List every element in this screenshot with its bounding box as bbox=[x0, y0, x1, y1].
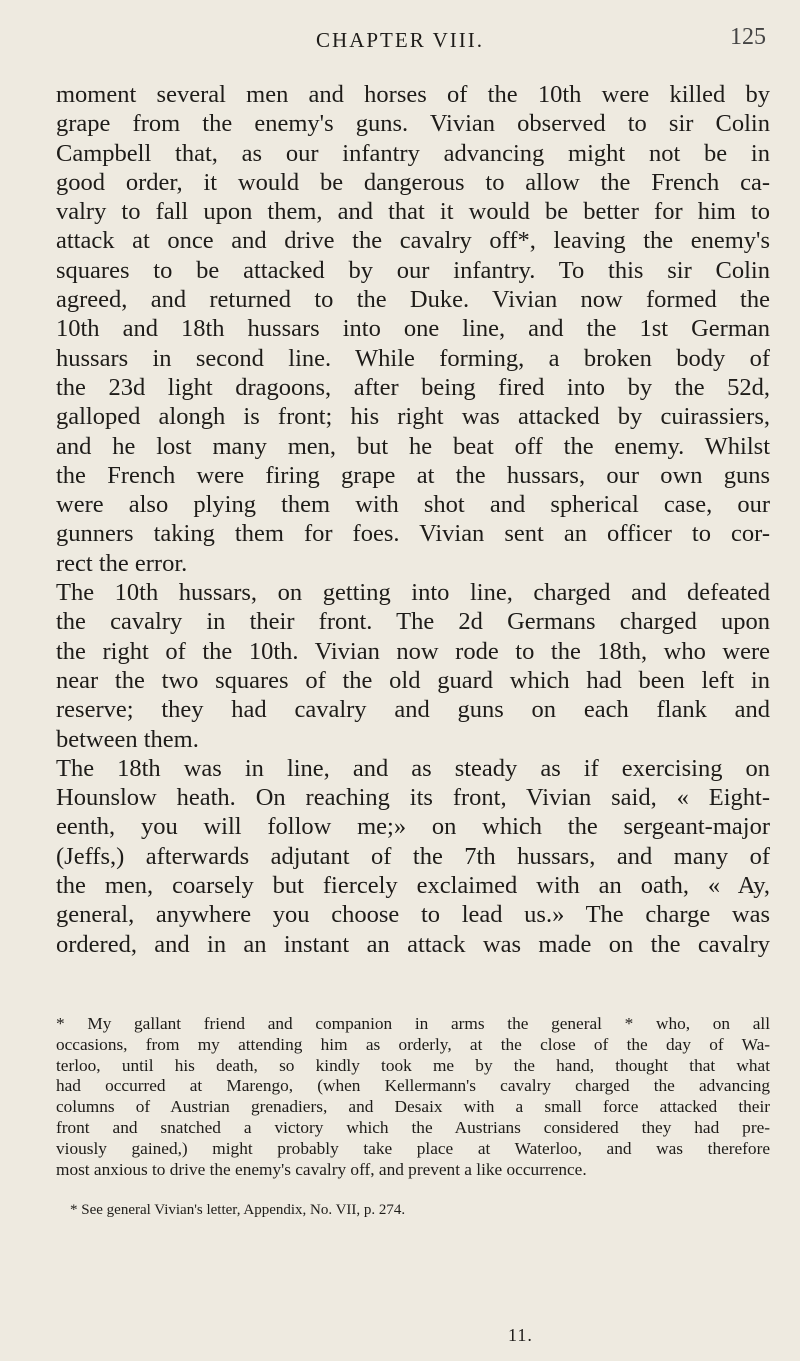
text-line: good order, it would be dangerous to allow the French ca- bbox=[56, 168, 770, 196]
text-line: the 23d light dragoons, after being fired into by the 52d, bbox=[56, 373, 770, 401]
text-line: Hounslow heath. On reaching its front, Vivian said, « Eight- bbox=[56, 784, 770, 812]
footnote-reference: * See general Vivian's letter, Appendix, No. VII, p. 274. bbox=[70, 1202, 406, 1219]
text-line: reserve; they had cavalry and guns on each flank and bbox=[56, 696, 770, 724]
text-line: the French were firing grape at the hussars, our own guns bbox=[56, 461, 770, 489]
page-number: 125 bbox=[730, 24, 766, 50]
text-line: The 10th hussars, on getting into line, charged and defeated bbox=[56, 579, 770, 607]
text-line: The 18th was in line, and as steady as if exercising on bbox=[56, 754, 770, 782]
text-line: grape from the enemy's guns. Vivian observed to sir Colin bbox=[56, 110, 770, 138]
text-line: between them. bbox=[56, 725, 199, 753]
text-line: attack at once and drive the cavalry off*, leaving the enemy's bbox=[56, 227, 770, 255]
footnote-line: most anxious to drive the enemy's cavalry off, and prevent a like occurrence. bbox=[56, 1159, 587, 1179]
text-line: Campbell that, as our infantry advancing might not be in bbox=[56, 139, 770, 167]
footnote-line: * My gallant friend and companion in arms the general * who, on all bbox=[56, 1014, 770, 1033]
text-line: gunners taking them for foes. Vivian sent an officer to cor- bbox=[56, 520, 770, 548]
text-line: hussars in second line. While forming, a broken body of bbox=[56, 344, 770, 372]
text-line: near the two squares of the old guard which had been left in bbox=[56, 666, 770, 694]
body-text bbox=[56, 80, 770, 959]
text-line: (Jeffs,) afterwards adjutant of the 7th hussars, and many of bbox=[56, 842, 770, 870]
text-line: the cavalry in their front. The 2d Germans charged upon bbox=[56, 608, 770, 636]
footnote-line: columns of Austrian grenadiers, and Desaix with a small force attacked their bbox=[56, 1097, 770, 1117]
text-line: 10th and 18th hussars into one line, and the 1st German bbox=[56, 315, 770, 343]
text-line: and he lost many men, but he beat off the enemy. Whilst bbox=[56, 432, 770, 460]
text-line: moment several men and horses of the 10th were killed by bbox=[56, 81, 770, 108]
text-line: eenth, you will follow me;» on which the sergeant-major bbox=[56, 813, 770, 841]
text-line: agreed, and returned to the Duke. Vivian now formed the bbox=[56, 286, 770, 314]
text-line: the right of the 10th. Vivian now rode to the 18th, who were bbox=[56, 637, 770, 665]
footnote-line: viously gained,) might probably take place at Waterloo, and was therefore bbox=[56, 1138, 770, 1158]
text-line: valry to fall upon them, and that it would be better for him to bbox=[56, 198, 770, 226]
text-line: were also plying them with shot and spherical case, our bbox=[56, 491, 770, 519]
footnotes bbox=[56, 1014, 770, 1221]
footnote-line: terloo, until his death, so kindly took me by the hand, thought that what bbox=[56, 1055, 770, 1075]
running-head bbox=[0, 22, 800, 58]
text-line: ordered, and in an instant an attack was made on the cavalry bbox=[56, 930, 770, 958]
footnote-line: front and snatched a victory which the Austrians considered they had pre- bbox=[56, 1117, 770, 1137]
signature-mark: 11. bbox=[508, 1325, 533, 1345]
text-line: rect the error. bbox=[56, 549, 188, 577]
text-line: squares to be attacked by our infantry. To this sir Colin bbox=[56, 256, 770, 284]
footnote-line: occasions, from my attending him as orderly, at the close of the day of Wa- bbox=[56, 1034, 770, 1054]
text-line: general, anywhere you choose to lead us.» The charge was bbox=[56, 901, 770, 929]
text-line: galloped alongh is front; his right was attacked by cuirassiers, bbox=[56, 403, 770, 431]
footnote-line: had occurred at Marengo, (when Kellermann's cavalry charged the advancing bbox=[56, 1076, 770, 1096]
text-line: the men, coarsely but fiercely exclaimed with an oath, « Ay, bbox=[56, 872, 770, 900]
chapter-heading: CHAPTER VIII. bbox=[316, 28, 484, 52]
